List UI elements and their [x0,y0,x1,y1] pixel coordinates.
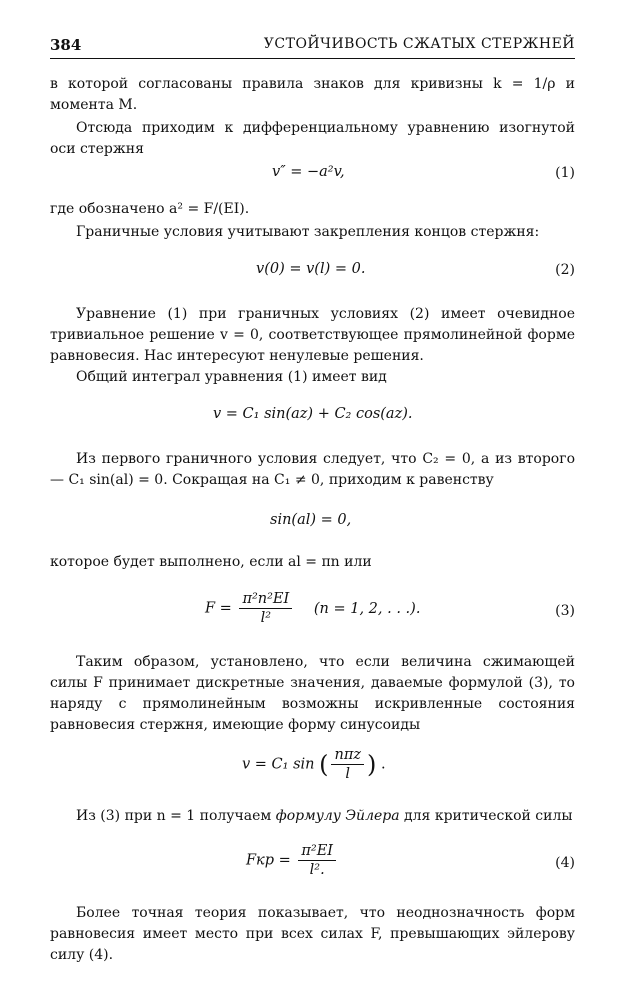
equation-sinusoid-fraction [331,746,364,783]
page-number: 384 [50,36,82,54]
equation-sinusoid-lhs: v = C₁ sin [242,756,315,773]
paragraph-trivial-solution: Уравнение (1) при граничных условиях (2) имеет очевидное тривиальное решение v = 0, соответствующее прямолинейной форме равновесия. Нас интересуют ненулевые решения. [50,306,575,364]
page-header [50,36,575,59]
equation-4-number: (4) [555,855,575,871]
equation-3-numerator: π²n²EI [239,590,292,609]
equation-3-number: (3) [555,603,575,619]
paragraph-first-boundary: Из первого граничного условия следует, что C₂ = 0, а из второго — C₁ sin(al) = 0. Сокращая на C₁ ≠ 0, приходим к равенству [50,451,575,488]
equation-4 [246,842,339,879]
equation-1: v″ = −a²v, [272,164,345,180]
equation-2: v(0) = v(l) = 0. [256,261,366,277]
equation-sinusoid-denominator: l [345,766,351,782]
running-title: УСТОЙЧИВОСТЬ СЖАТЫХ СТЕРЖНЕЙ [263,36,575,52]
paragraph-sign-convention: в которой согласованы правила знаков для кривизны k = 1/ρ и момента M. [50,76,575,113]
equation-general-solution: v = C₁ sin(az) + C₂ cos(az). [213,406,413,422]
equation-4-numerator: π²EI [298,842,336,861]
paragraph-condition: которое будет выполнено, если al = πn или [50,554,372,570]
equation-sinusoid-numerator: nπz [331,746,364,765]
paragraph-euler-formula [50,806,575,827]
equation-4-denominator: l². [309,862,325,878]
paragraph-notation: где обозначено a² = F/(EI). [50,201,250,217]
equation-1-number: (1) [555,165,575,181]
equation-4-fraction [298,842,336,879]
paragraph-discrete-values: Таким образом, установлено, что если величина сжимающей силы F принимает дискретные значения, даваемые формулой (3), то наряду с прямолинейным возможны искривленные состояния равновесия стержня, имеющие форму синусоиды [50,654,575,733]
left-paren-glyph: ( [319,750,329,779]
paragraph-exact-theory: Более точная теория показывает, что неоднозначность форм равновесия имеет место при всех силах F, превышающих эйлерову силу (4). [50,905,575,963]
paragraph-differential-equation-intro: Отсюда приходим к дифференциальному уравнению изогнутой оси стержня [50,120,575,157]
period-glyph: . [376,756,386,773]
equation-sinusoid [242,746,386,783]
equation-4-lhs: Fкр = [246,852,291,869]
euler-text-start: Из (3) при n = 1 получаем [76,808,272,824]
right-paren-glyph: ) [367,750,377,779]
paragraph-boundary-conditions: Граничные условия учитывают закрепления концов стержня: [76,224,540,240]
equation-3 [205,590,420,627]
equation-3-denominator: l² [260,610,272,626]
equation-2-number: (2) [555,262,575,278]
equation-sin-condition: sin(al) = 0, [270,512,352,528]
equation-3-fraction [239,590,292,627]
euler-text-end: для критической силы [404,808,573,824]
euler-formula-emphasis: формулу Эйлера [275,808,400,824]
equation-3-condition: (n = 1, 2, . . .). [313,600,421,617]
equation-3-lhs: F = [205,600,232,617]
paragraph-general-integral: Общий интеграл уравнения (1) имеет вид [76,369,387,385]
